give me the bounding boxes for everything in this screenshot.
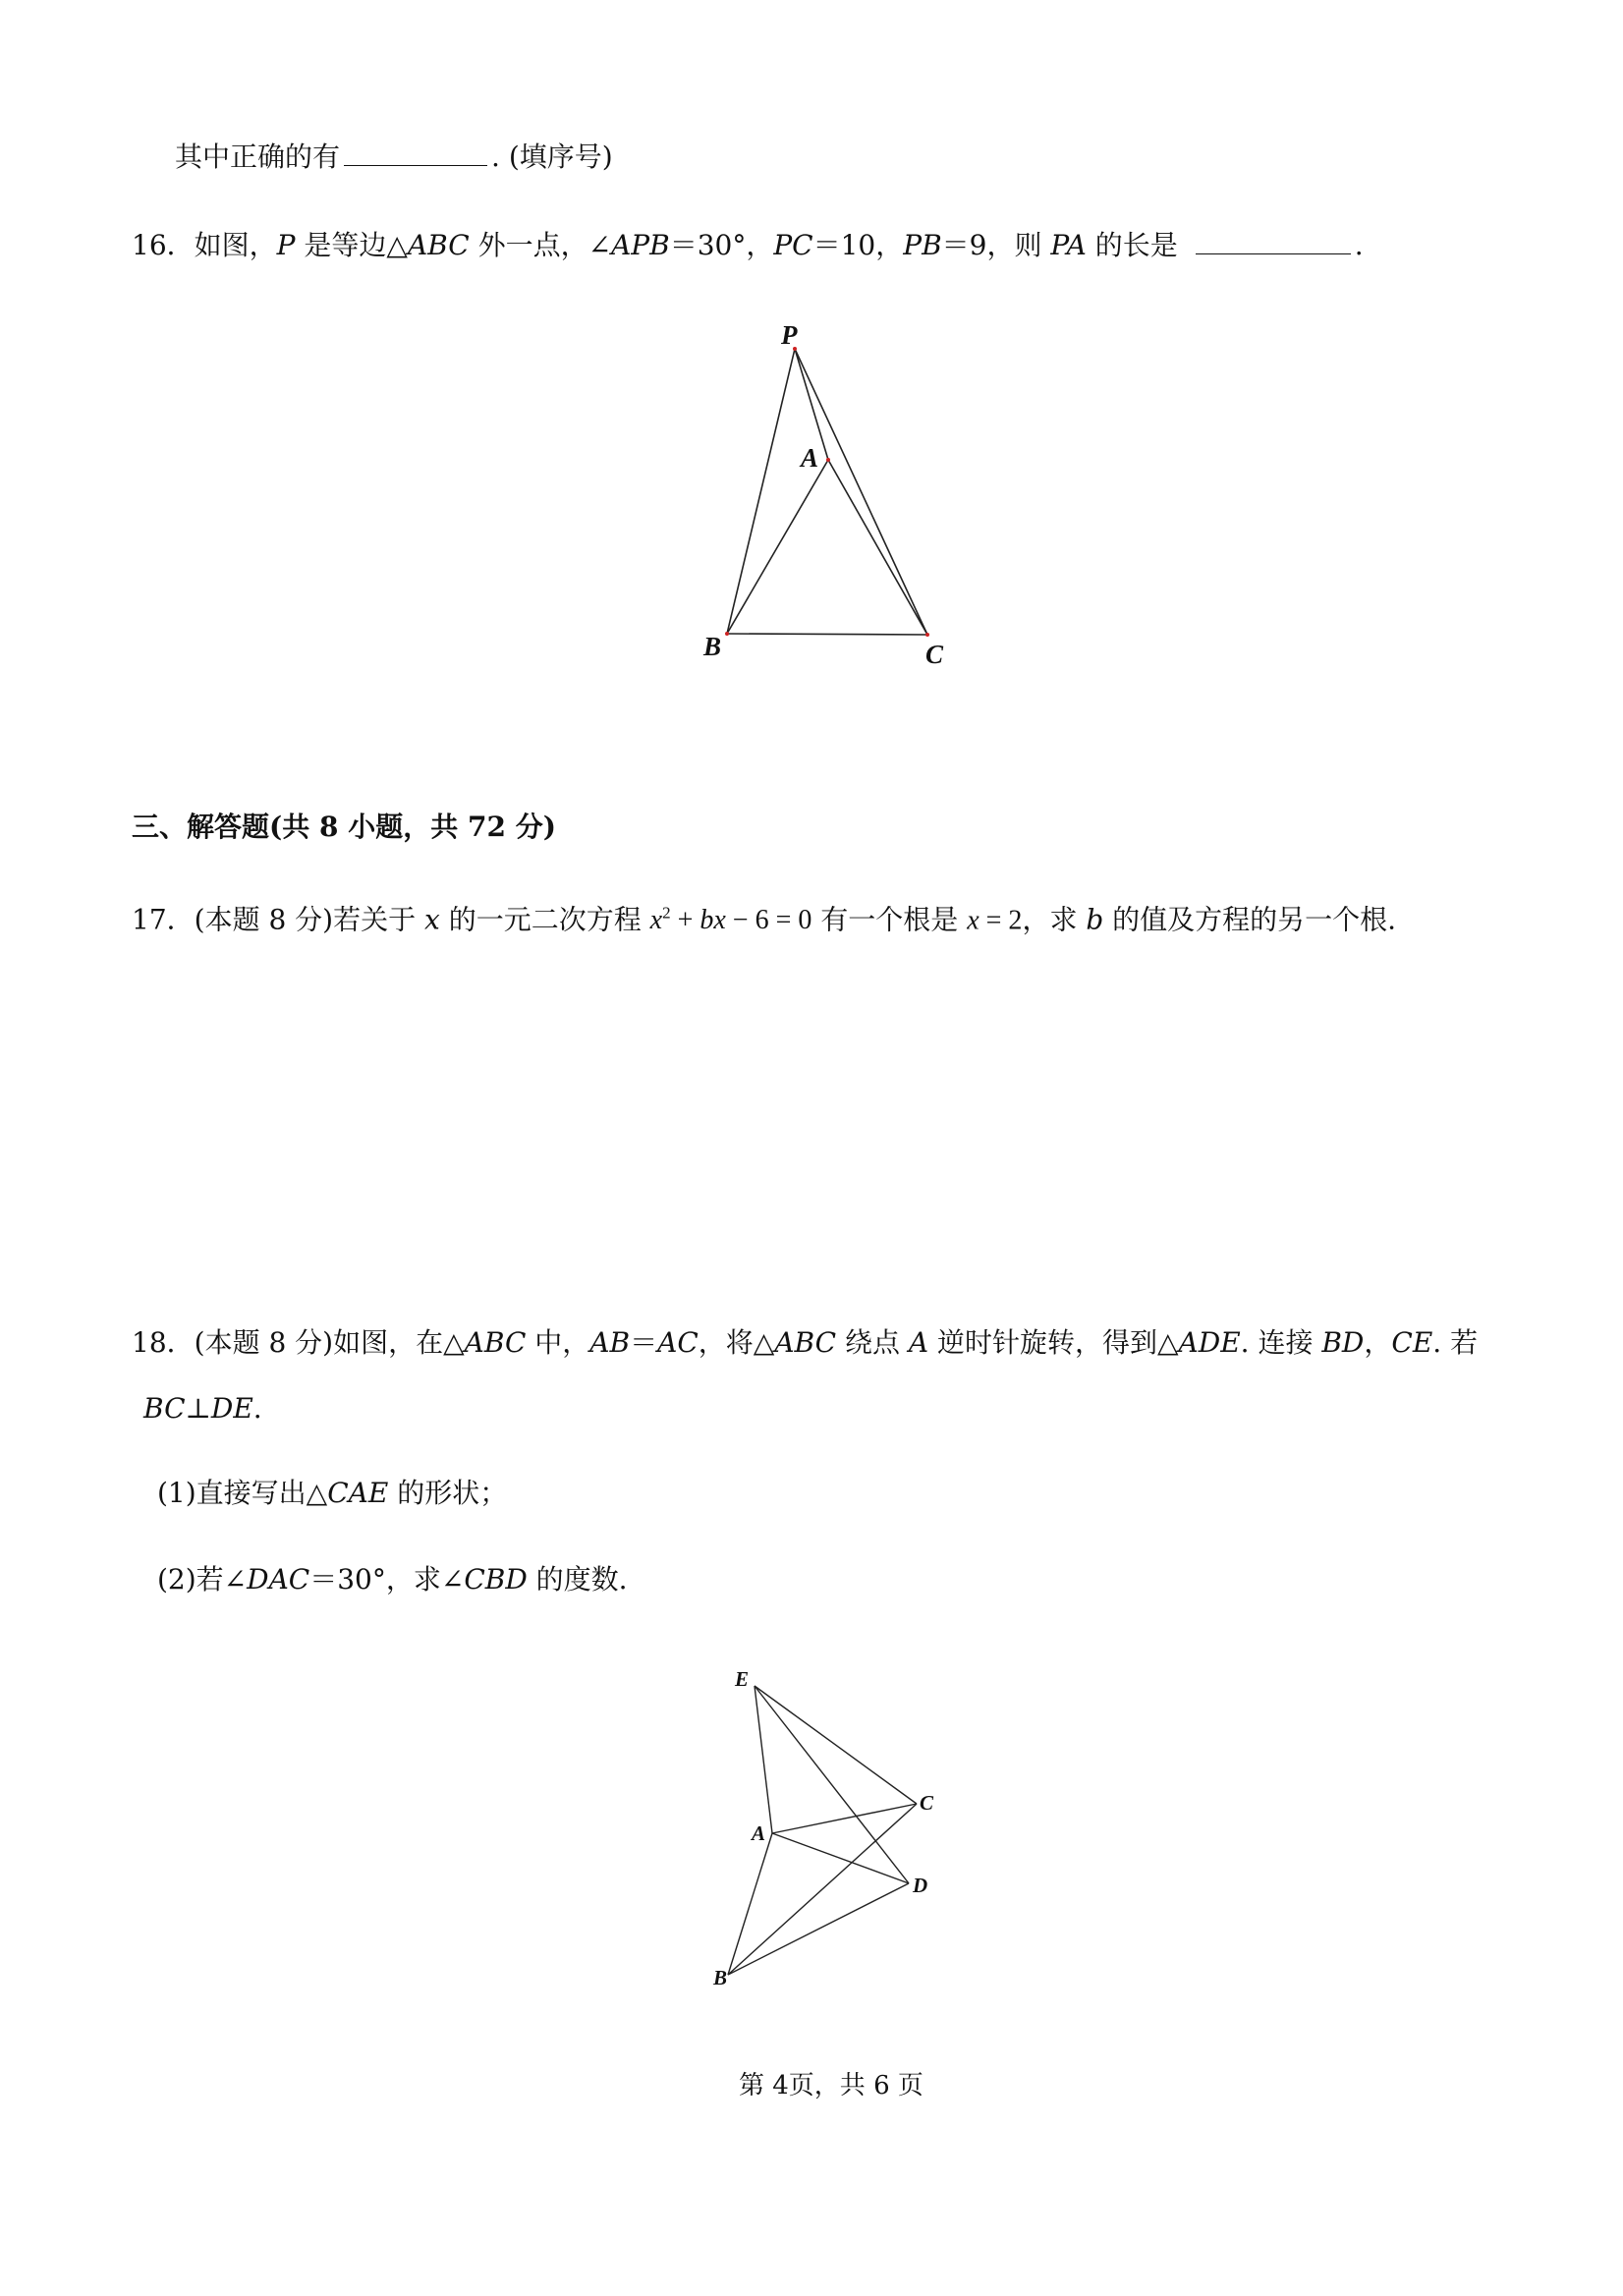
q17-number: 17． bbox=[132, 903, 195, 936]
label-c: C bbox=[920, 1791, 934, 1815]
segment-ac bbox=[772, 1804, 917, 1833]
label-p: P bbox=[781, 320, 798, 350]
q17-text: 17．(本题 8 分)若关于 x 的一元二次方程 $x^2$ + bx − 6 = 0 有一个根是 x = 2，求 b 的值及方程的另一个根. bbox=[132, 903, 1397, 936]
point-a bbox=[826, 458, 830, 462]
label-b: B bbox=[713, 1966, 728, 1989]
segment-pb bbox=[727, 349, 795, 634]
q18-sub1: (1)直接写出△CAE 的形状； bbox=[157, 1477, 508, 1509]
q17-root: x = 2 bbox=[967, 905, 1023, 936]
segment-ab bbox=[728, 1833, 772, 1975]
segment-ea bbox=[755, 1686, 772, 1833]
label-b: B bbox=[703, 632, 722, 661]
q18-number: 18． bbox=[132, 1326, 195, 1359]
q18-text-line2: BC⊥DE. bbox=[143, 1392, 262, 1425]
segment-ed bbox=[755, 1686, 909, 1883]
label-a: A bbox=[752, 1821, 766, 1845]
figure-18 bbox=[0, 1621, 1623, 1994]
segment-ac bbox=[828, 460, 927, 635]
point-c bbox=[925, 633, 929, 637]
label-d: D bbox=[913, 1874, 928, 1897]
label-a: A bbox=[801, 443, 819, 473]
section-3-title: 三、解答题(共 8 小题，共 72 分) bbox=[132, 811, 556, 843]
q15-hint: . (填序号) bbox=[491, 140, 613, 173]
label-e: E bbox=[735, 1667, 750, 1691]
segment-ad bbox=[772, 1833, 909, 1883]
q18-text-line1: 18．(本题 8 分)如图，在△ABC 中，AB＝AC，将△ABC 绕点 A 逆时针旋转，得到△ADE. 连接 BD，CE. 若 bbox=[132, 1326, 1479, 1359]
q15-text: 其中正确的有 bbox=[175, 140, 341, 173]
label-c: C bbox=[925, 640, 944, 669]
q16-number: 16． bbox=[132, 229, 195, 261]
point-b bbox=[725, 632, 729, 636]
segment-pc bbox=[795, 349, 927, 635]
segment-bd bbox=[728, 1883, 909, 1975]
figure-16 bbox=[0, 0, 1623, 707]
q16-text: 16．如图，P 是等边△ABC 外一点，∠APB＝30°，PC＝10，PB＝9，则 PA 的长是 . bbox=[132, 229, 1364, 261]
segment-bc bbox=[727, 634, 927, 635]
q18-sub2: (2)若∠DAC＝30°，求∠CBD 的度数. bbox=[157, 1563, 628, 1596]
segment-ec bbox=[755, 1686, 917, 1804]
segment-ab bbox=[727, 460, 828, 634]
q17-equation: $x^2$ + bx − 6 = 0 bbox=[649, 904, 812, 936]
page-footer: 第 4页，共 6 页 bbox=[739, 2071, 923, 2100]
